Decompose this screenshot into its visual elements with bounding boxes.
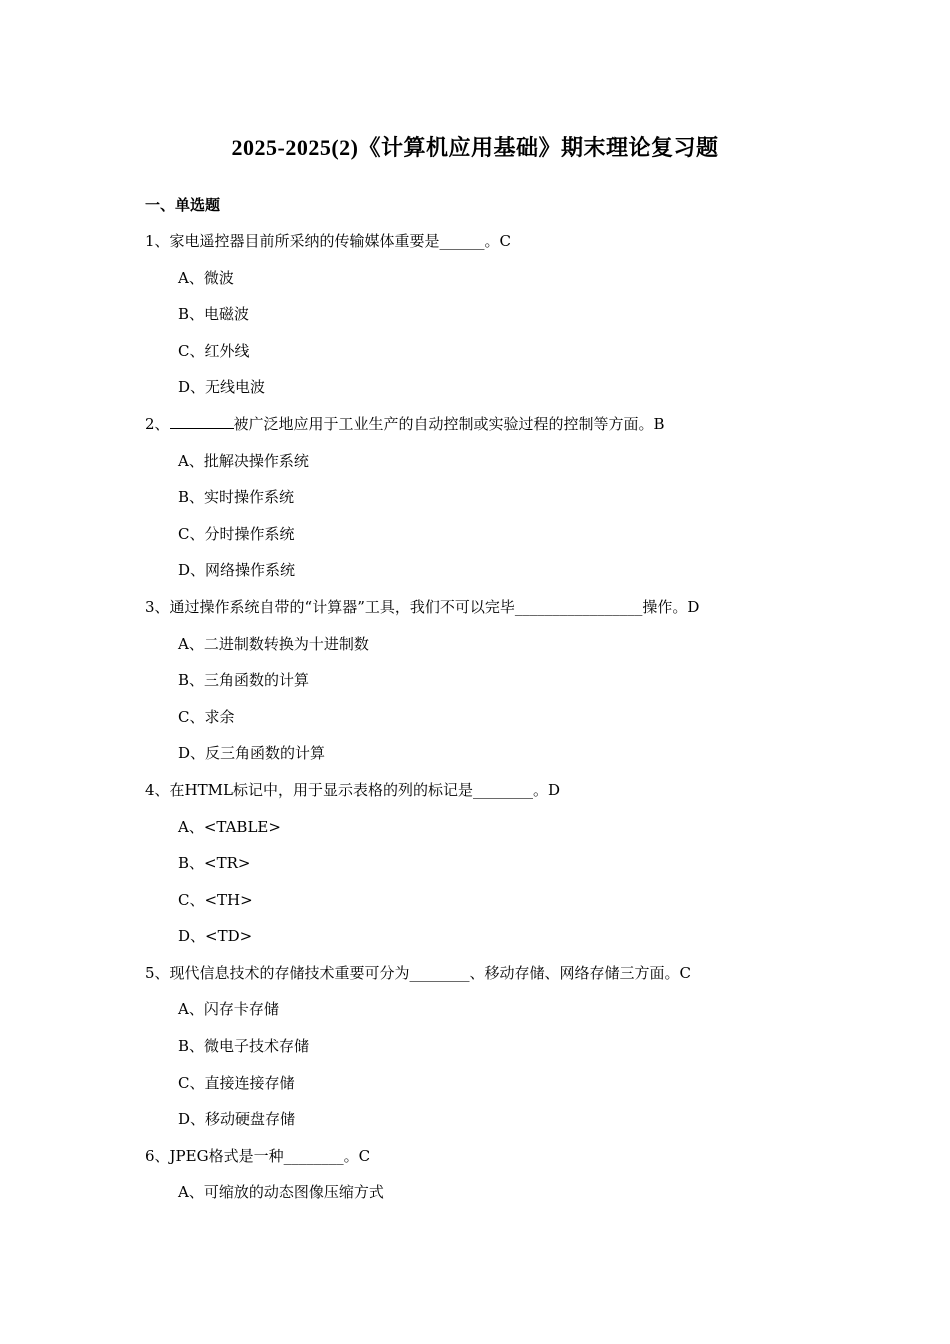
question-option: A、微波 [178,268,234,287]
question-list [145,230,845,1218]
question-option: C、直接连接存储 [178,1073,295,1092]
document-title: 2025-2025(2)《计算机应用基础》期末理论复习题 [231,135,719,160]
question-option: B、实时操作系统 [178,488,295,507]
question-option: D、移动硬盘存储 [178,1110,296,1129]
question-option: A、<TABLE> [178,817,281,836]
question-stem: 5、现代信息技术的存储技术重要可分为________、移动存储、网络存储三方面。C [145,963,692,982]
question-option: C、求余 [178,707,235,726]
question-stem: 4、在HTML标记中，用于显示表格的列的标记是________。D [145,780,560,799]
question-option: C、分时操作系统 [178,524,295,543]
question-option: C、<TH> [178,890,253,909]
question-option: B、三角函数的计算 [178,671,310,690]
question-option: D、反三角函数的计算 [178,744,326,763]
question-option: A、闪存卡存储 [178,1000,279,1019]
question-number: 2、 [145,414,170,433]
question-stem: 3、通过操作系统自带的“计算器”工具，我们不可以完毕_________________操作。D [145,597,700,616]
question-option: D、<TD> [178,927,253,946]
section-heading: 一、单选题 [145,196,221,214]
question-stem: 6、JPEG格式是一种________。C [145,1146,371,1165]
question-option: A、批解决操作系统 [178,451,309,470]
question-option: D、网络操作系统 [178,561,296,580]
question-option: B、微电子技术存储 [178,1037,310,1056]
question-option: A、可缩放的动态图像压缩方式 [178,1183,384,1202]
question-text: 被广泛地应用于工业生产的自动控制或实验过程的控制等方面。B [233,414,665,433]
question-option: C、红外线 [178,341,250,360]
question-option: B、<TR> [178,854,251,873]
question-option: D、无线电波 [178,378,266,397]
question-option: B、电磁波 [178,305,250,324]
question-option: A、二进制数转换为十进制数 [178,634,369,653]
answer-blank [170,414,234,429]
question-stem: 1、家电遥控器目前所采纳的传输媒体重要是______。C [145,232,512,250]
question-stem [145,413,845,450]
